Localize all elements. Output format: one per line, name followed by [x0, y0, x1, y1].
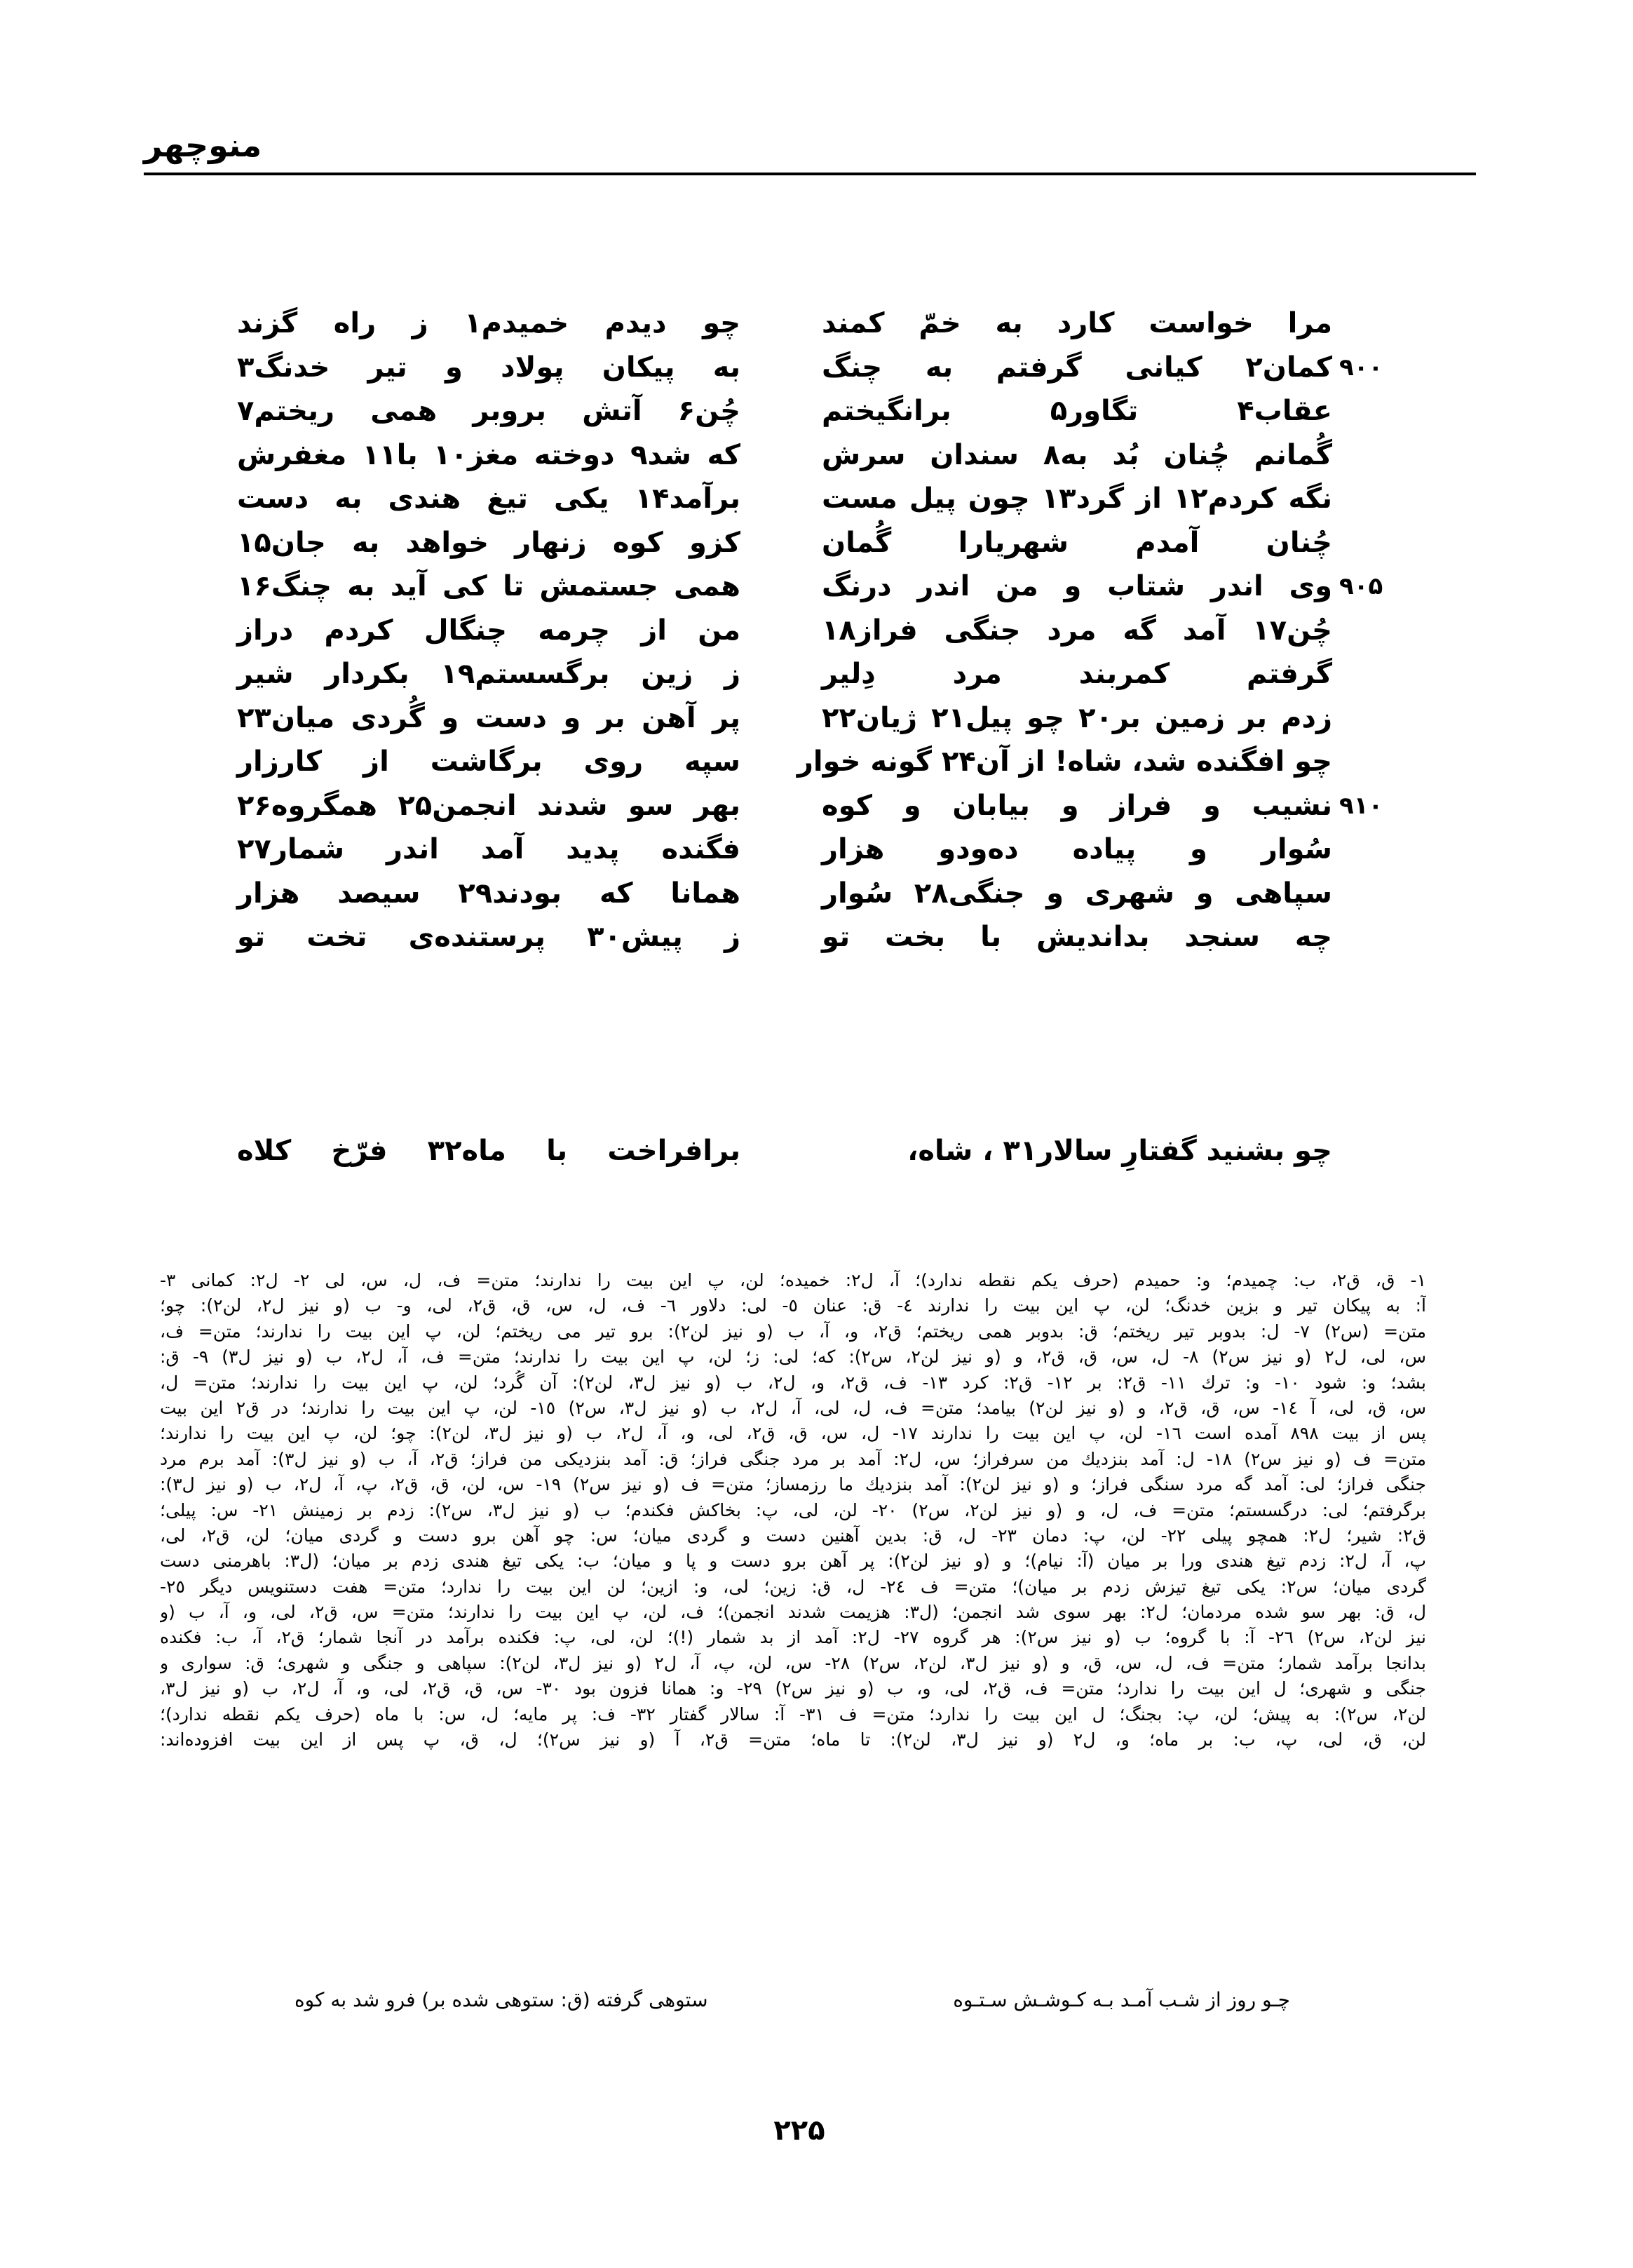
footnote-line: بدانجا برآمد شمار؛ متن= ف، ل، س، ق، و (و نیز ل۳، لن۲، س۲) ۲۸- س، لن، پ، آ، ل۲ (و نیز ل۳، لن۲): سپاهی و جنگی و شهری؛ ق: سواری و	[160, 1652, 1426, 1673]
hemistich	[822, 389, 1332, 433]
footnote-line: ل، ق: بهر سو شده مردمان؛ ل۲: بهر سوی شد انجمن؛ (ل۳: هزیمت شدند انجمن)؛ ف، لن، پ این بیت را ندارند؛ متن= س، ق۲، لی، و، آ، ب (و	[160, 1602, 1426, 1623]
footnote-line: جنگی و شهری؛ ل این بیت را ندارد؛ متن= ف، ق۲، لی، و، ب (و نیز س۲) ۲۹- و: همانا فزون بود ۳۰- س، ق، ق۲، لی، و، آ، ل۲، ب (و نیز ل۳،	[160, 1678, 1426, 1699]
final-couplet-left	[237, 1129, 740, 1173]
hemistich: چُن۶ آتش بروبر همی ریختم۷	[237, 395, 740, 427]
footnote-line: لن، ق، لی، پ، ب: بر ماه؛ و، ل۲ (و نیز ل۳، لن۲): تا ماه؛ متن= ق۲، آ (و نیز س۲)؛ ل، ق، پ پس از این بیت افزوده‌اند:	[160, 1729, 1426, 1750]
hemistich: همی جستمش تا کی آید به چنگ۱۶	[237, 570, 740, 602]
hemistich-text: چو افگنده شد، شاه! از آن۲۴ گونه خوار	[797, 745, 1332, 778]
hemistich-text: چه سنجد بداندیش با بخت تو	[822, 921, 1332, 953]
hemistich	[822, 696, 1332, 741]
footnote-line: پ، آ، ل۲: زدم تیغ هندی ورا بر میان (آ: نیام)؛ و (و نیز لن۲): پر آهن برو دست و پا و میان؛ ب: یکی تیغ هندی زدم بر میان؛ (ل۳: باهرمنی دست	[160, 1551, 1426, 1572]
hemistich: من از چرمه چنگال کردم دراز	[237, 614, 740, 647]
page-number: ۲۲۵	[773, 2114, 825, 2147]
hemistich-text: زدم بر زمین بر۲۰ چو پیل۲۱ ژیان۲۲	[822, 701, 1332, 734]
hemistich	[822, 477, 1332, 521]
hemistich: پر آهن بر و دست و گُردی میان۲۳	[237, 701, 740, 734]
hemistich	[822, 433, 1332, 478]
hemistich: ز پیش۳۰ پرستندەی تخت تو	[237, 921, 740, 953]
footnote-line: متن= ف (و نیز س۲) ۱۸- ل: آمد بنزدیك من سرفراز؛ س، ل۲: آمد بر مرد جنگی فراز؛ ق: آمد بنزدیکی من فراز؛ ق۲، آ، ب (و نیز ل۳): آمد برم مرد	[160, 1448, 1426, 1469]
footnote-line: آ: به پیکان تیر و بزین خدنگ؛ لن، پ این بیت را ندارند ٤- ق: عنان ٥- لی: دلاور ٦- ف، ل، س، ق، ق۲، لی، و- ب (و نیز ل۲، لن۲): چو؛	[160, 1295, 1426, 1316]
footnote-line: بشد؛ و: شود ۱۰- و: ترك ۱۱- ق۲: بر ۱۲- ق۲: کرد ۱۳- ف، ق۲، و، ل۲، ب (و نیز ل۳، لن۲): آن گُرد؛ لن، پ این بیت را ندارند؛ متن= ل،	[160, 1372, 1426, 1393]
hemistich-text: سپاهی و شهری و جنگی۲۸ سُوار	[822, 877, 1332, 910]
added-verse-left: ستوهی گرفته (ق: ستوهی شده بر) فرو شد به کوه	[294, 1988, 708, 2011]
hemistich: ز زین برگسستم۱۹ بکردار شیر	[237, 658, 740, 690]
hemistich: همانا که بودند۲۹ سیصد هزار	[237, 877, 741, 910]
hemistich-text: سُوار و پیاده دەودو هزار	[822, 833, 1332, 865]
hemistich: که شد۹ دوخته مغز۱۰ با۱۱ مغفرش	[237, 438, 741, 471]
hemistich-text: مرا خواست کارد به خمّ کمند	[822, 307, 1332, 339]
verse-number: ۹۰۵	[1339, 572, 1383, 600]
hemistich-text: کمان۲ کیانی گرفتم به چنگ	[822, 351, 1332, 384]
footnote-line	[160, 1753, 1426, 1778]
footnote-line: برگرفتم؛ لی: درگسستم؛ متن= ف، ل، و (و نیز لن۲، س۲) ۲۰- لن، لی، پ: بخاکش فکندم؛ ب (و نیز ل۳، س۲): زدم بر زمینش ۲۱- س: پیلی؛	[160, 1499, 1426, 1520]
hemistich	[822, 609, 1332, 653]
hemistich-text: گُمانم چُنان بُد به۸ سندان سرش	[822, 438, 1333, 471]
hemistich	[822, 652, 1332, 696]
footnote-line: ۱- ق، ق۲، ب: چمیدم؛ و: حمیدم (حرف یکم نقطه ندارد)؛ آ، ل۲: خمیده؛ لن، پ این بیت را ندارند؛ متن= ف، ل، س، لی ۲- ل۲: کمانی ۳-	[160, 1270, 1426, 1290]
footnote-line: پس از بیت ۸۹۸ آمده است ۱٦- لن، پ این بیت را ندارند ۱۷- ل، س، ق، ق۲، لی، و، آ، ل۲، ب (و نیز ل۳، لن۲): چو؛ لن، پ این بیت را ندارند؛	[160, 1423, 1426, 1444]
hemistich-text: نشیب و فراز و بیابان و کوه	[822, 789, 1332, 822]
right-hemistich-column	[797, 302, 1383, 959]
hemistich: فگنده پدید آمد اندر شمار۲۷	[237, 833, 740, 865]
hemistich: کزو کوه زنهار خواهد به جان۱۵	[237, 526, 740, 559]
hemistich	[822, 565, 1383, 609]
footnote-line: س، ق، لی، آ ۱٤- س، ق، ق۲، و (و نیز لن۲) بیامد؛ متن= ف، ل، لی، آ، ل۲، ب (و نیز ل۳، س۲) ۱٥- لن، پ این بیت را ندارند؛ در ق۲ این بیت	[160, 1397, 1426, 1418]
hemistich-text: گرفتم کمربند مرد دِلیر	[822, 658, 1332, 690]
footnote-line: جنگی فراز؛ لی: آمد گه مرد سنگی فراز؛ و (و نیز لن۲): آمد بنزدیك ما رزمساز؛ متن= ف (و نیز س۲) ۱۹- س، لن، ق، ق۲، پ، آ، ل۲، ب (و نیز ل۳):	[160, 1474, 1426, 1495]
hemistich	[822, 828, 1332, 872]
hemistich	[822, 872, 1332, 916]
hemistich	[822, 784, 1383, 828]
hemistich	[822, 302, 1332, 346]
hemistich-text: چُن۱۷ آمد گه مرد جنگی فراز۱۸	[822, 614, 1332, 647]
hemistich: برافراخت با ماه۳۲ فرّخ کلاه	[237, 1135, 740, 1167]
final-couplet-right	[822, 1129, 1332, 1173]
left-hemistich-column	[237, 302, 740, 959]
hemistich-text: چُنان آمدم شهریارا گُمان	[822, 526, 1332, 559]
hemistich: برآمد۱۴ یکی تیغ هندی به دست	[237, 482, 740, 515]
hemistich	[822, 521, 1332, 565]
hemistich-text: وی اندر شتاب و من اندر درنگ	[822, 570, 1332, 602]
footnote-line: متن= (س۲) ۷- ل: بدوبر تیر ریختم؛ ق: بدوبر همی ریختم؛ ق۲، و، آ، ب (و نیز لن۲): برو تیر می ریختم؛ لن، پ این بیت را ندارند؛ متن= ف،	[160, 1321, 1426, 1342]
added-verse-right: چـو روز از شـب آمـد بـه کـوشـش سـتـوه	[953, 1988, 1290, 2011]
footnote-line: گردی میان؛ س۲: یکی تیغ تیزش زدم بر میان)؛ متن= ف ۲٤- ل، ق: زین؛ لی، و: ازین؛ لن این بیت را ندارد؛ متن= هفت دستنویس دیگر ۲٥-	[160, 1576, 1426, 1597]
hemistich: سپه روی برگاشت از کارزار	[237, 745, 740, 778]
footnote-line: ق۲: شیر؛ ل۲: همچو پیلی ۲۲- لن، پ: دمان ۲۳- ل، ق: بدین آهنین دست و گردی میان؛ س: چو آهن برو دست و گردی میان؛ لن، ق۲، لی،	[160, 1525, 1426, 1546]
hemistich-text: نگه کردم۱۲ از گرد۱۳ چون پیل مست	[822, 482, 1333, 515]
hemistich: بهر سو شدند انجمن۲۵ همگروه۲۶	[237, 789, 740, 822]
footnote-line: لن۲، س۲): به پیش؛ لن، پ: بجنگ؛ ل این بیت را ندارد؛ متن= ف ۳۱- آ: سالار گفتار ۳۲- ف: پر مایه؛ ل، س: با ماه (حرف یکم نقطه ندارد)؛	[160, 1703, 1426, 1724]
verse-number: ۹۰۰	[1339, 353, 1383, 382]
verse-number: ۹۱۰	[1339, 791, 1383, 820]
hemistich-text: عقاب۴ تگاور۵ برانگیختم	[822, 395, 1332, 427]
hemistich: به پیکان پولاد و تیر خدنگ۳	[237, 351, 740, 384]
hemistich	[822, 346, 1383, 390]
footnote-added-verse	[294, 1988, 1290, 2011]
hemistich: چو بشنید گفتارِ سالار۳۱ ، شاه،	[907, 1135, 1332, 1167]
footnote-line: نیز لن۲، س۲) ۲٦- آ: با گروه؛ ب (و نیز س۲): هر گروه ۲۷- ل۲: آمد از بد شمار (!)؛ لن، لی، پ: فکنده برآمد در آنجا شمار؛ ق۲، آ، ب: فکنده	[160, 1627, 1426, 1648]
running-head-title: منوچهر	[144, 126, 262, 164]
header-rule	[144, 173, 1476, 175]
hemistich	[822, 915, 1332, 959]
hemistich: چو دیدم خمیدم۱ ز راه گزند	[237, 307, 740, 339]
hemistich	[797, 740, 1332, 784]
critical-apparatus-footnotes	[160, 1268, 1426, 1778]
footnote-line: س، لی، ل۲ (و نیز س۲) ۸- ل، س، ق، ق۲، و (و نیز لن۲، س۲): که؛ لی: ز؛ لن، پ این بیت را ندارند؛ متن= ف، آ، ل۲، ب (و نیز ل۳) ۹- ق:	[160, 1346, 1426, 1368]
